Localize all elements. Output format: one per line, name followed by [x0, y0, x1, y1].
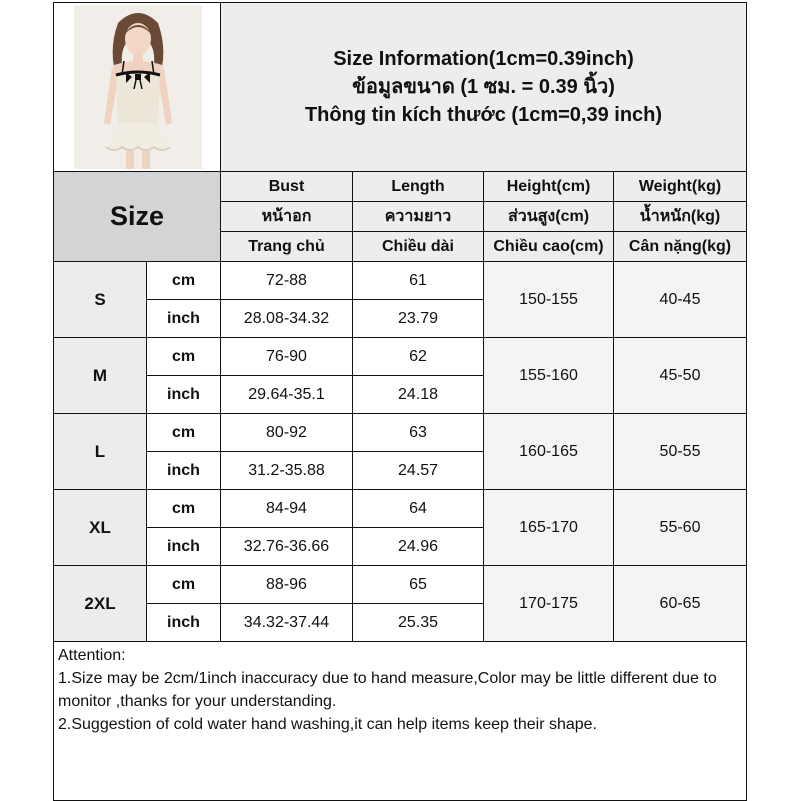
- size-table: [53, 2, 747, 801]
- unit-label-cm: cm: [147, 414, 221, 452]
- model-photo-icon: [74, 5, 202, 169]
- column-header-bust-thai: หน้าอก: [221, 202, 353, 232]
- unit-label-cm: cm: [147, 566, 221, 604]
- height-value: 165-170: [484, 490, 614, 566]
- length-inch-value: 23.79: [353, 300, 484, 338]
- bust-cm-value: 76-90: [221, 338, 353, 376]
- column-header-length-vietnamese: Chiều dài: [353, 232, 484, 262]
- length-inch-value: 25.35: [353, 604, 484, 642]
- unit-label-inch: inch: [147, 528, 221, 566]
- weight-value: 40-45: [614, 262, 747, 338]
- height-value: 160-165: [484, 414, 614, 490]
- column-header-height-thai: ส่วนสูง(cm): [484, 202, 614, 232]
- size-name: S: [54, 262, 147, 338]
- size-chart: [53, 2, 746, 798]
- size-heading: Size: [54, 172, 221, 262]
- bust-inch-value: 31.2-35.88: [221, 452, 353, 490]
- notes-row: [54, 642, 747, 801]
- notes-line-2: 2.Suggestion of cold water hand washing,it can help items keep their shape.: [58, 716, 597, 733]
- column-header-length: Length: [353, 172, 484, 202]
- column-header-bust-vietnamese: Trang chủ: [221, 232, 353, 262]
- title-row: [54, 3, 747, 172]
- bust-inch-value: 32.76-36.66: [221, 528, 353, 566]
- column-header-weight-thai: น้ำหนัก(kg): [614, 202, 747, 232]
- bust-inch-value: 29.64-35.1: [221, 376, 353, 414]
- size-row-cm: [54, 490, 747, 528]
- size-row-cm: [54, 414, 747, 452]
- column-header-height: Height(cm): [484, 172, 614, 202]
- bust-cm-value: 88-96: [221, 566, 353, 604]
- bust-cm-value: 84-94: [221, 490, 353, 528]
- unit-label-inch: inch: [147, 376, 221, 414]
- size-row-cm: [54, 338, 747, 376]
- weight-value: 45-50: [614, 338, 747, 414]
- column-header-weight-vietnamese: Cân nặng(kg): [614, 232, 747, 262]
- size-name: L: [54, 414, 147, 490]
- weight-value: 55-60: [614, 490, 747, 566]
- unit-label-inch: inch: [147, 300, 221, 338]
- title-vietnamese: Thông tin kích thước (1cm=0,39 inch): [304, 104, 663, 126]
- column-header-height-vietnamese: Chiều cao(cm): [484, 232, 614, 262]
- unit-label-cm: cm: [147, 338, 221, 376]
- length-inch-value: 24.18: [353, 376, 484, 414]
- size-name: M: [54, 338, 147, 414]
- length-cm-value: 65: [353, 566, 484, 604]
- bust-inch-value: 34.32-37.44: [221, 604, 353, 642]
- size-row-cm: [54, 262, 747, 300]
- size-row-cm: [54, 566, 747, 604]
- title-block: [221, 3, 747, 172]
- bust-cm-value: 80-92: [221, 414, 353, 452]
- bust-cm-value: 72-88: [221, 262, 353, 300]
- bust-inch-value: 28.08-34.32: [221, 300, 353, 338]
- notes-heading: Attention:: [58, 647, 126, 664]
- notes-line-1: 1.Size may be 2cm/1inch inaccuracy due to hand measure,Color may be little different due to monitor ,thanks for your understanding.: [58, 670, 717, 710]
- attention-notes: [54, 642, 747, 801]
- length-inch-value: 24.96: [353, 528, 484, 566]
- length-cm-value: 62: [353, 338, 484, 376]
- header-row-english: [54, 172, 747, 202]
- product-photo: [54, 3, 221, 172]
- title-thai: ข้อมูลขนาด (1 ซม. = 0.39 นิ้ว): [352, 76, 615, 98]
- length-inch-value: 24.57: [353, 452, 484, 490]
- height-value: 170-175: [484, 566, 614, 642]
- unit-label-cm: cm: [147, 490, 221, 528]
- column-header-length-thai: ความยาว: [353, 202, 484, 232]
- unit-label-inch: inch: [147, 604, 221, 642]
- title-english: Size Information(1cm=0.39inch): [333, 48, 634, 70]
- length-cm-value: 64: [353, 490, 484, 528]
- unit-label-cm: cm: [147, 262, 221, 300]
- length-cm-value: 61: [353, 262, 484, 300]
- weight-value: 50-55: [614, 414, 747, 490]
- column-header-weight: Weight(kg): [614, 172, 747, 202]
- size-name: XL: [54, 490, 147, 566]
- column-header-bust: Bust: [221, 172, 353, 202]
- weight-value: 60-65: [614, 566, 747, 642]
- height-value: 155-160: [484, 338, 614, 414]
- height-value: 150-155: [484, 262, 614, 338]
- unit-label-inch: inch: [147, 452, 221, 490]
- length-cm-value: 63: [353, 414, 484, 452]
- size-name: 2XL: [54, 566, 147, 642]
